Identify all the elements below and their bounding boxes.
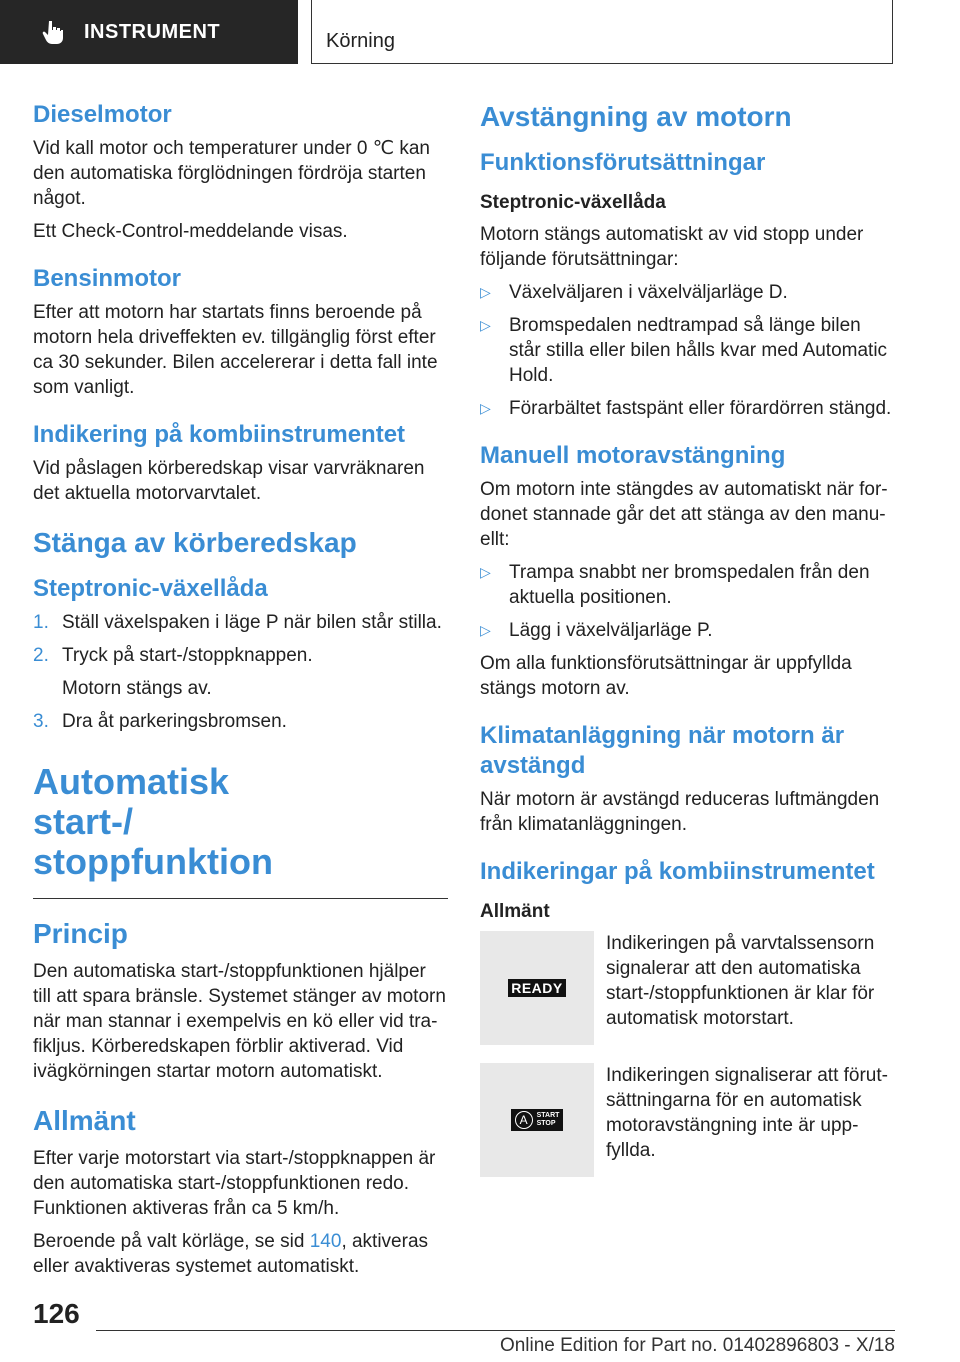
step-text: Tryck på start-/stoppknappen. [62, 645, 313, 666]
heading-steptronic: Steptronic-växellåda [33, 575, 268, 602]
heading-klimat: Klimatanläggning när motorn är avstängd [480, 722, 845, 779]
list-item [33, 610, 448, 635]
step-number: 2. [33, 645, 49, 666]
footer-divider [96, 1330, 895, 1331]
page-link[interactable]: 140 [309, 1231, 342, 1252]
paragraph: Efter att motorn har startats finns beroende på motorn hela driveffekten ev. tillgänglig först efter ca 30 sekunder. Bilen accelererar i detta fall inte som vanligt. [33, 302, 438, 398]
step-text: Dra åt parkeringsbromsen. [62, 711, 287, 732]
section-header-label: Körning [326, 30, 395, 52]
indicator-text: Indikeringen signaliserar att förutsättningarna för en automatisk motoravstängning inte är uppfyllda. [606, 1065, 888, 1161]
heading-manuell: Manuell motoravstängning [480, 442, 786, 469]
list-item-text: Lägg i växelväljarläge P. [509, 620, 713, 641]
heading-princip: Princip [33, 918, 128, 949]
triangle-bullet-icon: ▷ [480, 622, 491, 638]
heading-funktionsforutsattningar: Funktionsförutsättningar [480, 149, 766, 176]
heading-avstangning: Avstängning av motorn [480, 101, 792, 132]
list-item [480, 560, 895, 610]
list-item-text: Växelväljaren i växelväljarläge D. [509, 282, 788, 303]
subheading-allmant: Allmänt [480, 901, 550, 922]
manual-list [480, 560, 895, 643]
heading-indikeringar: Indikeringar på kombiinstrumentet [480, 858, 875, 885]
stop-icon-letter: A [515, 1111, 533, 1129]
list-item-text: Bromspedalen nedtrampad så länge bilen står stilla eller bilen hålls kvar med Automatic Hold. [509, 315, 888, 386]
step-number: 1. [33, 612, 49, 633]
heading-allmant: Allmänt [33, 1105, 136, 1136]
chapter-tab[interactable] [0, 0, 298, 64]
text: Beroende på valt körläge, se sid [33, 1231, 310, 1252]
list-item [33, 643, 448, 701]
divider [33, 898, 448, 899]
list-item [480, 618, 895, 643]
step-sub-text: Motorn stängs av. [62, 678, 212, 699]
subheading-steptronic: Steptronic-växellåda [480, 192, 666, 213]
footer-edition: Online Edition for Part no. 01402896803 - X/18 [499, 1335, 895, 1356]
heading-indikering: Indikering på kombiinstrumentet [33, 421, 406, 448]
step-text: Ställ växelspaken i läge P när bilen står stilla. [62, 612, 442, 633]
paragraph: Om motorn inte stängdes av automatiskt när fordonet stannade går det att stänga av den manuellt: [480, 479, 888, 550]
triangle-bullet-icon: ▷ [480, 564, 491, 580]
paragraph: Vid kall motor och temperaturer under 0 ℃ kan den automatiska förglödningen fördröja starten något. [33, 138, 430, 209]
paragraph: Motorn stängs automatiskt av vid stopp under följande förutsättningar: [480, 224, 864, 270]
chapter-title: Automatisk start-/ stoppfunktion [33, 761, 273, 882]
stop-icon-text: STOP [536, 1120, 556, 1127]
text: , aktiveras eller avaktiveras systemet automatiskt. [33, 1231, 429, 1277]
indicator-start-stop [480, 1063, 895, 1177]
conditions-list [480, 280, 895, 421]
paragraph: Den automatiska start-/stoppfunktionen hjälper till att spara bränsle. Systemet stänger av motorn när man stannar i exempelvis en kö eller vid trafikljus. Körberedskapen förblir aktiverad. Vid ivägkörningen startar motorn automatiskt. [33, 961, 446, 1082]
list-item-text: Förarbältet fastspänt eller förardörren stängd. [509, 398, 892, 419]
heading-stanga-av: Stänga av körberedskap [33, 527, 357, 558]
indicator-text: Indikeringen på varvtalssensorn signalerar att den automatiska start-/stoppfunktionen är klar för automatisk motorstart. [606, 933, 875, 1029]
pointing-hand-icon [40, 19, 66, 45]
section-header [311, 0, 893, 64]
ready-icon: READY [508, 979, 566, 997]
page-number: 126 [33, 1298, 80, 1329]
paragraph: Ett Check-Control-meddelande visas. [33, 221, 348, 242]
triangle-bullet-icon: ▷ [480, 284, 491, 300]
right-column [480, 100, 895, 1195]
heading-dieselmotor: Dieselmotor [33, 101, 172, 128]
paragraph [33, 1229, 448, 1279]
list-item [33, 709, 448, 734]
triangle-bullet-icon: ▷ [480, 317, 491, 333]
list-item [480, 280, 895, 305]
list-item [480, 396, 895, 421]
start-stop-indicator-image [480, 1063, 594, 1177]
ready-indicator-image [480, 931, 594, 1045]
chapter-tab-label: INSTRUMENT [84, 20, 221, 43]
list-item [480, 313, 895, 388]
step-number: 3. [33, 711, 49, 732]
paragraph: Vid påslagen körberedskap visar varvräknaren det aktuella motorvarvtalet. [33, 458, 425, 504]
stop-icon-text: START [536, 1112, 560, 1119]
indicator-ready [480, 931, 895, 1045]
list-item-text: Trampa snabbt ner bromspedalen från den aktuella positionen. [509, 562, 870, 608]
heading-bensinmotor: Bensinmotor [33, 265, 182, 292]
left-column [33, 100, 448, 1287]
steps-list [33, 610, 448, 734]
start-stop-off-icon [511, 1109, 564, 1131]
paragraph: Om alla funktionsförutsättningar är uppfyllda stängs motorn av. [480, 653, 852, 699]
triangle-bullet-icon: ▷ [480, 400, 491, 416]
paragraph: När motorn är avstängd reduceras luftmängden från klimatanläggningen. [480, 789, 880, 835]
paragraph: Efter varje motorstart via start-/stoppknappen är den automatiska start-/stoppfunktionen redo. Funktionen aktiveras från ca 5 km/h. [33, 1148, 436, 1219]
